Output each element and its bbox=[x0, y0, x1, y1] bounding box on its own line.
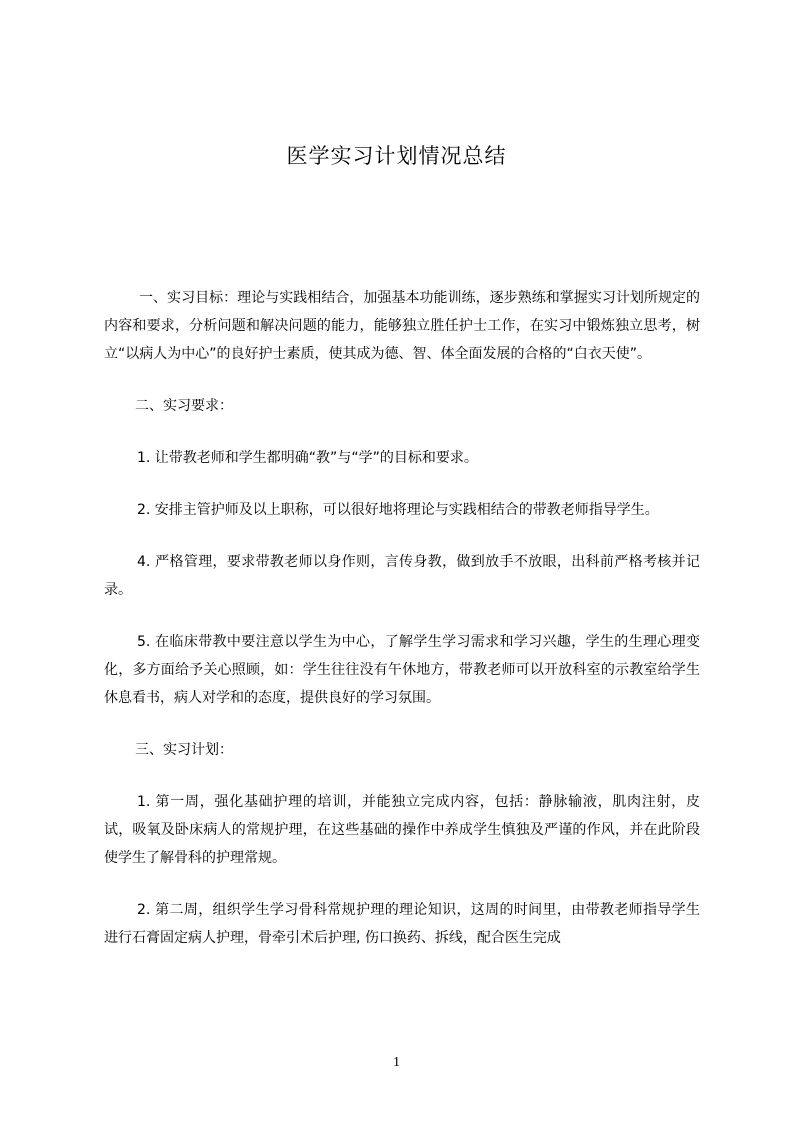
plan-item-week-2: 2. 第二周，组织学生学习骨科常规护理的理论知识，这周的时间里，由带教老师指导学生进行石膏固定病人护理，骨牵引术后护理, 伤口换药、拆线，配合医生完成 bbox=[104, 902, 700, 946]
document-title: 医学实习计划情况总结 bbox=[286, 144, 507, 168]
requirement-item-2: 2. 安排主管护师及以上职称，可以很好地将理论与实践相结合的带教老师指导学生。 bbox=[137, 502, 659, 518]
plan-item-week-1: 1. 第一周，强化基础护理的培训，并能独立完成内容，包括：静脉输液，肌肉注射，皮试，吸氧及卧床病人的常规护理，在这些基础的操作中养成学生慎独及严谨的作风，并在此阶段使学生了解骨科的护理常规。 bbox=[104, 794, 700, 866]
goal-paragraph: 一、实习目标：理论与实践相结合，加强基本功能训练，逐步熟练和掌握实习计划所规定的内容和要求，分析问题和解决问题的能力，能够独立胜任护士工作，在实习中锻炼独立思考，树立“以病人为中心”的良好护士素质，使其成为德、智、体全面发展的合格的“白衣天使”。 bbox=[104, 290, 700, 362]
plan-heading: 三、实习计划： bbox=[135, 742, 233, 758]
requirements-heading: 二、实习要求： bbox=[135, 398, 233, 414]
requirement-item-4: 4. 严格管理，要求带教老师以身作则，言传身教，做到放手不放眼，出科前严格考核并记录。 bbox=[104, 554, 700, 598]
requirement-item-5: 5. 在临床带教中要注意以学生为中心，了解学生学习需求和学习兴趣，学生的生理心理变化，多方面给予关心照顾，如：学生往往没有午休地方，带教老师可以开放科室的示教室给学生休息看书，病人对学和的态度，提供良好的学习氛围。 bbox=[104, 634, 700, 706]
page-number: 1 bbox=[393, 1055, 400, 1070]
document-body bbox=[104, 284, 700, 976]
requirement-item-1: 1. 让带教老师和学生都明确“教”与“学”的目标和要求。 bbox=[137, 450, 478, 466]
